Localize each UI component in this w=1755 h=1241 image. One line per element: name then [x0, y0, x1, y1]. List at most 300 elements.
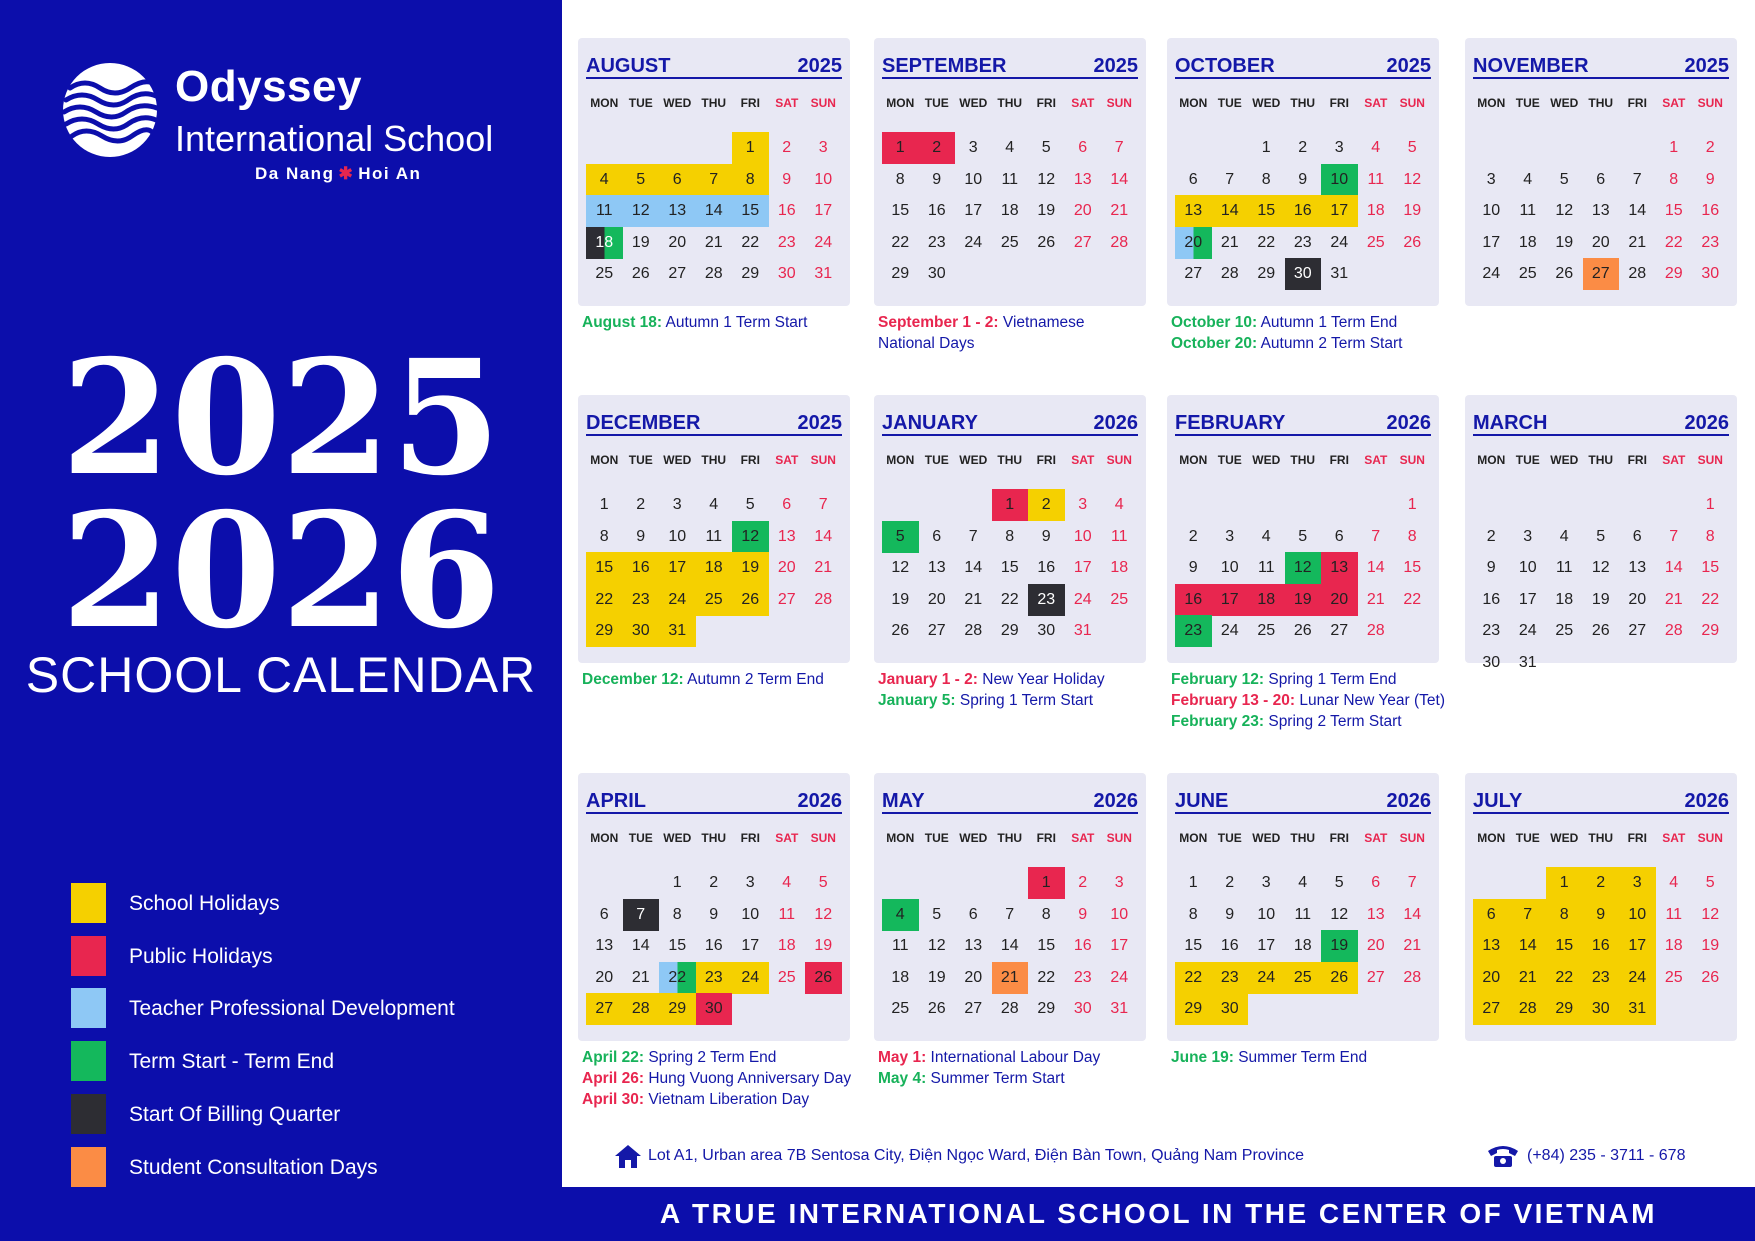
- day-cell: 2: [782, 139, 792, 156]
- day-cell: 22: [1037, 968, 1056, 986]
- month-header: [1473, 55, 1729, 79]
- day-cell: 6: [1078, 139, 1088, 156]
- day-cell: 19: [1701, 937, 1720, 955]
- day-cell: 12: [1591, 559, 1610, 577]
- day-cell: 13: [1473, 930, 1510, 962]
- day-cell: 13: [927, 559, 946, 577]
- location-da-nang: Da Nang: [255, 164, 335, 183]
- day-cell: 18: [1366, 202, 1385, 220]
- month-year: 2026: [1386, 790, 1431, 812]
- day-cell: 5: [932, 905, 942, 923]
- day-cell: 22: [1257, 233, 1276, 251]
- day-cell: 2: [1705, 139, 1715, 156]
- weekday-header: TUE: [1515, 453, 1540, 467]
- day-cell: 15: [1701, 559, 1720, 577]
- day-cell: 22: [1664, 233, 1683, 251]
- phone: [1485, 1143, 1685, 1169]
- event-date: June 19:: [1171, 1049, 1234, 1066]
- day-cell: 28: [1366, 622, 1385, 640]
- day-cell: 12: [814, 905, 833, 923]
- weekday-header: WED: [1550, 453, 1579, 467]
- day-cell: 25: [696, 584, 733, 616]
- day-cell: 23: [1701, 233, 1720, 251]
- day-cell: 10: [814, 170, 833, 188]
- day-cell: 26: [1037, 233, 1056, 251]
- star-icon: ✱: [338, 164, 355, 183]
- event-note: [878, 690, 1093, 711]
- day-cell: 9: [1041, 527, 1051, 545]
- month-name: NOVEMBER: [1473, 55, 1589, 77]
- event-date: October 20:: [1171, 335, 1258, 352]
- day-cell: 8: [895, 170, 905, 188]
- month-header: [1175, 55, 1431, 79]
- day-cell: 19: [1321, 930, 1358, 962]
- weekday-header: WED: [1550, 831, 1579, 845]
- day-cell: 28: [704, 265, 723, 283]
- weekday-header: WED: [959, 831, 988, 845]
- day-cell: 16: [1482, 590, 1501, 608]
- day-cell: 14: [696, 195, 733, 227]
- month-september: [874, 38, 1146, 306]
- day-cell: 14: [1212, 195, 1249, 227]
- day-cell: 17: [1482, 233, 1501, 251]
- legend-label: Public Holidays: [129, 944, 273, 968]
- day-cell: 22: [586, 584, 623, 616]
- day-cell: 15: [1037, 937, 1056, 955]
- day-cell: 4: [782, 874, 792, 891]
- day-cell: 7: [696, 164, 733, 196]
- weekday-header: SAT: [1364, 453, 1388, 467]
- weekday-header: TUE: [1217, 453, 1242, 467]
- weekday-header: TUE: [628, 453, 653, 467]
- day-cell: 14: [1000, 937, 1019, 955]
- event-note: [1171, 711, 1402, 732]
- day-cell: 20: [1175, 227, 1212, 259]
- day-cell: 27: [1473, 993, 1510, 1025]
- weekday-header: MON: [1477, 831, 1506, 845]
- day-cell: 25: [891, 1000, 910, 1018]
- day-cell: 21: [964, 590, 983, 608]
- day-cell: 18: [777, 937, 796, 955]
- day-cell: 7: [968, 527, 978, 545]
- day-cell: 30: [696, 993, 733, 1025]
- day-cell: 22: [659, 962, 696, 994]
- weekday-header: SUN: [810, 96, 836, 110]
- weekday-header: TUE: [1515, 831, 1540, 845]
- weekday-header: THU: [1588, 831, 1614, 845]
- day-cell: 25: [1664, 968, 1683, 986]
- month-name: AUGUST: [586, 55, 671, 77]
- event-note: [1171, 333, 1402, 354]
- day-cell: 28: [1510, 993, 1547, 1025]
- day-cell: 25: [595, 265, 614, 283]
- day-cell: 21: [1628, 233, 1647, 251]
- day-cell: 1: [992, 489, 1029, 521]
- day-cell: 18: [1293, 937, 1312, 955]
- day-cell: 8: [599, 527, 609, 545]
- month-header: [1473, 412, 1729, 436]
- weekday-header: SAT: [1364, 96, 1388, 110]
- day-cell: 18: [696, 552, 733, 584]
- day-cell: 23: [927, 233, 946, 251]
- day-cell: 10: [1482, 202, 1501, 220]
- day-cell: 20: [668, 233, 687, 251]
- month-header: [1175, 790, 1431, 814]
- day-cell: 18: [1248, 584, 1285, 616]
- day-cell: 19: [1591, 590, 1610, 608]
- day-cell: 18: [586, 227, 623, 259]
- weekday-header: SUN: [1697, 96, 1723, 110]
- weekday-header: WED: [663, 96, 692, 110]
- weekday-header: MON: [590, 453, 619, 467]
- day-cell: 4: [1371, 139, 1381, 156]
- day-cell: 13: [1321, 552, 1358, 584]
- day-cell: 31: [1110, 1000, 1129, 1018]
- month-header: [1175, 412, 1431, 436]
- footer-banner: [562, 1187, 1755, 1241]
- day-cell: 11: [1110, 527, 1128, 545]
- day-cell: 14: [964, 559, 983, 577]
- day-cell: 24: [1330, 233, 1349, 251]
- footer-slogan: A TRUE INTERNATIONAL SCHOOL IN THE CENTER OF VIETNAM: [660, 1198, 1657, 1229]
- month-name: SEPTEMBER: [882, 55, 1007, 77]
- day-cell: 2: [1486, 527, 1496, 545]
- day-cell: 24: [1073, 590, 1092, 608]
- event-date: October 10:: [1171, 314, 1258, 331]
- weekday-header: MON: [886, 96, 915, 110]
- day-cell: 30: [927, 265, 946, 283]
- odyssey-wave-logo-icon: [60, 60, 160, 160]
- month-header: [586, 55, 842, 79]
- day-cell: 16: [623, 552, 660, 584]
- day-cell: 28: [1628, 265, 1647, 283]
- day-cell: 3: [1523, 527, 1533, 545]
- day-cell: 6: [659, 164, 696, 196]
- day-cell: 7: [1510, 899, 1547, 931]
- weekday-header: FRI: [740, 96, 760, 110]
- day-cell: 16: [1175, 584, 1212, 616]
- day-cell: 12: [732, 521, 769, 553]
- weekday-header: SAT: [1364, 831, 1388, 845]
- weekday-header: TUE: [1217, 96, 1242, 110]
- day-cell: 20: [1628, 590, 1647, 608]
- year-2026: 2026: [61, 479, 501, 664]
- day-cell: 21: [992, 962, 1029, 994]
- day-cell: 15: [1664, 202, 1683, 220]
- day-cell: 31: [659, 615, 696, 647]
- event-text: Autumn 2 Term Start: [1257, 335, 1403, 352]
- day-cell: 18: [1555, 590, 1574, 608]
- month-year: 2026: [1093, 790, 1138, 812]
- day-cell: 5: [1298, 527, 1308, 545]
- weekday-header: SAT: [1071, 96, 1095, 110]
- day-cell: 7: [1669, 527, 1679, 545]
- address: [614, 1143, 1304, 1169]
- day-cell: 22: [741, 233, 760, 251]
- day-cell: 21: [1366, 590, 1385, 608]
- day-cell: 29: [586, 615, 623, 647]
- day-cell: 8: [1261, 170, 1271, 188]
- weekday-header: SUN: [810, 453, 836, 467]
- month-may: [874, 773, 1146, 1041]
- day-cell: 13: [659, 195, 696, 227]
- day-cell: 26: [805, 962, 842, 994]
- month-name: FEBRUARY: [1175, 412, 1286, 434]
- day-cell: 26: [1321, 962, 1358, 994]
- weekday-header: SUN: [1399, 453, 1425, 467]
- weekday-header: FRI: [1627, 453, 1647, 467]
- event-text: Autumn 1 Term End: [1257, 314, 1398, 331]
- day-cell: 24: [1248, 962, 1285, 994]
- day-cell: 17: [1518, 590, 1537, 608]
- weekday-header: MON: [886, 831, 915, 845]
- day-cell: 14: [1110, 170, 1129, 188]
- day-cell: 27: [586, 993, 623, 1025]
- day-cell: 2: [636, 496, 646, 513]
- day-cell: 7: [1114, 139, 1124, 156]
- day-cell: 17: [741, 937, 760, 955]
- day-cell: 4: [1559, 527, 1569, 545]
- day-cell: 16: [1037, 559, 1056, 577]
- legend-swatch: [71, 1147, 106, 1187]
- legend-label: Start Of Billing Quarter: [129, 1102, 341, 1126]
- day-cell: 11: [1519, 202, 1537, 220]
- event-note: [878, 1068, 1065, 1089]
- day-cell: 12: [1330, 905, 1349, 923]
- day-cell: 19: [814, 937, 833, 955]
- day-cell: 9: [1486, 559, 1496, 577]
- day-cell: 1: [1546, 867, 1583, 899]
- day-cell: 6: [1371, 874, 1381, 891]
- day-cell: 24: [732, 962, 769, 994]
- weekday-header: FRI: [1627, 831, 1647, 845]
- weekday-header: THU: [997, 831, 1023, 845]
- day-cell: 21: [1403, 937, 1422, 955]
- day-cell: 26: [732, 584, 769, 616]
- day-cell: 20: [1073, 202, 1092, 220]
- weekday-header: SAT: [775, 96, 799, 110]
- weekday-header: TUE: [924, 453, 949, 467]
- day-cell: 22: [1701, 590, 1720, 608]
- day-cell: 2: [1028, 489, 1065, 521]
- legend-swatch: [71, 936, 106, 976]
- weekday-header: THU: [1290, 96, 1316, 110]
- day-cell: 6: [968, 905, 978, 923]
- day-cell: 2: [709, 874, 719, 891]
- month-year: 2026: [797, 790, 842, 812]
- day-cell: 5: [1407, 139, 1417, 156]
- event-note: [1171, 312, 1397, 333]
- month-february: [1167, 395, 1439, 663]
- event-text: International Labour Day: [926, 1049, 1101, 1066]
- event-text: Spring 2 Term Start: [1264, 713, 1402, 730]
- day-cell: 8: [1705, 527, 1715, 545]
- day-cell: 25: [1000, 233, 1019, 251]
- event-note: [582, 1068, 851, 1089]
- day-cell: 8: [1407, 527, 1417, 545]
- day-cell: 8: [1005, 527, 1015, 545]
- day-cell: 10: [1073, 527, 1092, 545]
- day-cell: 1: [1028, 867, 1065, 899]
- event-text: Spring 1 Term Start: [955, 692, 1094, 709]
- day-cell: 28: [1000, 1000, 1019, 1018]
- day-cell: 14: [1664, 559, 1683, 577]
- day-cell: 25: [777, 968, 796, 986]
- day-cell: 2: [919, 132, 956, 164]
- event-text: Summer Term Start: [926, 1070, 1065, 1087]
- day-cell: 3: [968, 139, 978, 156]
- day-cell: 25: [1518, 265, 1537, 283]
- day-cell: 21: [704, 233, 723, 251]
- day-cell: 22: [1000, 590, 1019, 608]
- event-text: Spring 1 Term End: [1264, 671, 1397, 688]
- month-year: 2026: [1386, 412, 1431, 434]
- event-note: [582, 1089, 809, 1110]
- day-cell: 23: [1073, 968, 1092, 986]
- day-cell: 9: [1188, 559, 1198, 577]
- day-cell: 20: [777, 559, 796, 577]
- weekday-header: MON: [590, 96, 619, 110]
- day-cell: 5: [1705, 874, 1715, 891]
- day-cell: 18: [1110, 559, 1129, 577]
- weekday-header: WED: [663, 831, 692, 845]
- weekday-header: WED: [1252, 453, 1281, 467]
- day-cell: 29: [1037, 1000, 1056, 1018]
- day-cell: 12: [1285, 552, 1322, 584]
- day-cell: 17: [1321, 195, 1358, 227]
- day-cell: 13: [1366, 905, 1385, 923]
- day-cell: 1: [1188, 874, 1198, 891]
- day-cell: 17: [1212, 584, 1249, 616]
- weekday-header: THU: [701, 453, 727, 467]
- day-cell: 4: [1298, 874, 1308, 891]
- day-cell: 6: [932, 527, 942, 545]
- day-cell: 3: [1619, 867, 1656, 899]
- day-cell: 8: [1669, 170, 1679, 188]
- day-cell: 31: [1073, 622, 1092, 640]
- month-name: JUNE: [1175, 790, 1229, 812]
- weekday-header: TUE: [628, 96, 653, 110]
- weekday-header: FRI: [1329, 831, 1349, 845]
- calendar-title: SCHOOL CALENDAR: [25, 647, 537, 703]
- day-cell: 19: [1555, 233, 1574, 251]
- day-cell: 11: [1555, 559, 1573, 577]
- day-cell: 2: [1188, 527, 1198, 545]
- weekday-header: SAT: [1662, 96, 1686, 110]
- day-cell: 13: [595, 937, 614, 955]
- day-cell: 31: [1330, 265, 1349, 283]
- day-cell: 27: [1366, 968, 1385, 986]
- month-march: [1465, 395, 1737, 671]
- day-cell: 7: [1371, 527, 1381, 545]
- event-date: April 26:: [582, 1070, 645, 1087]
- weekday-header: SUN: [1399, 96, 1425, 110]
- event-note: [1171, 669, 1396, 690]
- day-cell: 3: [672, 496, 682, 513]
- day-cell: 5: [623, 164, 660, 196]
- day-cell: 21: [814, 559, 833, 577]
- day-cell: 13: [777, 527, 796, 545]
- day-cell: 7: [818, 496, 828, 513]
- day-cell: 27: [1073, 233, 1092, 251]
- event-text: Spring 2 Term End: [644, 1049, 777, 1066]
- day-cell: 12: [1701, 905, 1720, 923]
- day-cell: 9: [636, 527, 646, 545]
- event-text: Hung Vuong Anniversary Day: [644, 1070, 852, 1087]
- event-text: Autumn 2 Term End: [683, 671, 824, 688]
- month-header: [1473, 790, 1729, 814]
- day-cell: 27: [1184, 265, 1203, 283]
- day-cell: 1: [732, 132, 769, 164]
- school-logo: [60, 60, 510, 190]
- day-cell: 29: [741, 265, 760, 283]
- day-cell: 21: [1110, 202, 1129, 220]
- day-cell: 20: [927, 590, 946, 608]
- day-cell: 13: [1175, 195, 1212, 227]
- day-cell: 10: [668, 527, 687, 545]
- legend-item: [71, 883, 531, 923]
- event-date: August 18:: [582, 314, 663, 331]
- legend-label: Term Start - Term End: [129, 1050, 334, 1074]
- weekday-header: SUN: [1399, 831, 1425, 845]
- day-cell: 11: [586, 195, 623, 227]
- day-cell: 30: [1701, 265, 1720, 283]
- day-cell: 22: [1175, 962, 1212, 994]
- day-cell: 2: [1298, 139, 1308, 156]
- day-cell: 5: [1596, 527, 1606, 545]
- day-cell: 13: [964, 937, 983, 955]
- day-cell: 11: [705, 527, 723, 545]
- weekday-header: TUE: [1217, 831, 1242, 845]
- day-cell: 16: [1701, 202, 1720, 220]
- day-cell: 1: [599, 496, 609, 513]
- day-cell: 10: [1257, 905, 1276, 923]
- day-cell: 3: [1225, 527, 1235, 545]
- day-cell: 10: [1110, 905, 1129, 923]
- day-cell: 26: [1591, 622, 1610, 640]
- day-cell: 16: [1073, 937, 1092, 955]
- event-text: Lunar New Year (Tet): [1295, 692, 1445, 709]
- event-date: January 5:: [878, 692, 956, 709]
- day-cell: 15: [1546, 930, 1583, 962]
- month-year: 2026: [1093, 412, 1138, 434]
- day-cell: 7: [1225, 170, 1235, 188]
- legend-item: [71, 936, 531, 976]
- event-date: February 23:: [1171, 713, 1265, 730]
- legend-swatch: [71, 1094, 106, 1134]
- month-year: 2025: [1093, 55, 1138, 77]
- day-cell: 17: [964, 202, 983, 220]
- day-cell: 19: [631, 233, 650, 251]
- weekday-header: TUE: [628, 831, 653, 845]
- weekday-header: WED: [1252, 831, 1281, 845]
- day-cell: 12: [623, 195, 660, 227]
- weekday-header: SAT: [775, 453, 799, 467]
- weekday-header: MON: [1179, 831, 1208, 845]
- month-year: 2026: [1684, 790, 1729, 812]
- month-november: [1465, 38, 1737, 306]
- telephone-icon: [1485, 1143, 1521, 1169]
- day-cell: 26: [1701, 968, 1720, 986]
- day-cell: 6: [1596, 170, 1606, 188]
- month-july: [1465, 773, 1737, 1041]
- event-text: Vietnam Liberation Day: [644, 1091, 810, 1108]
- weekday-header: THU: [1588, 453, 1614, 467]
- day-cell: 1: [882, 132, 919, 164]
- day-cell: 31: [1619, 993, 1656, 1025]
- event-text: New Year Holiday: [977, 671, 1105, 688]
- day-cell: 5: [882, 521, 919, 553]
